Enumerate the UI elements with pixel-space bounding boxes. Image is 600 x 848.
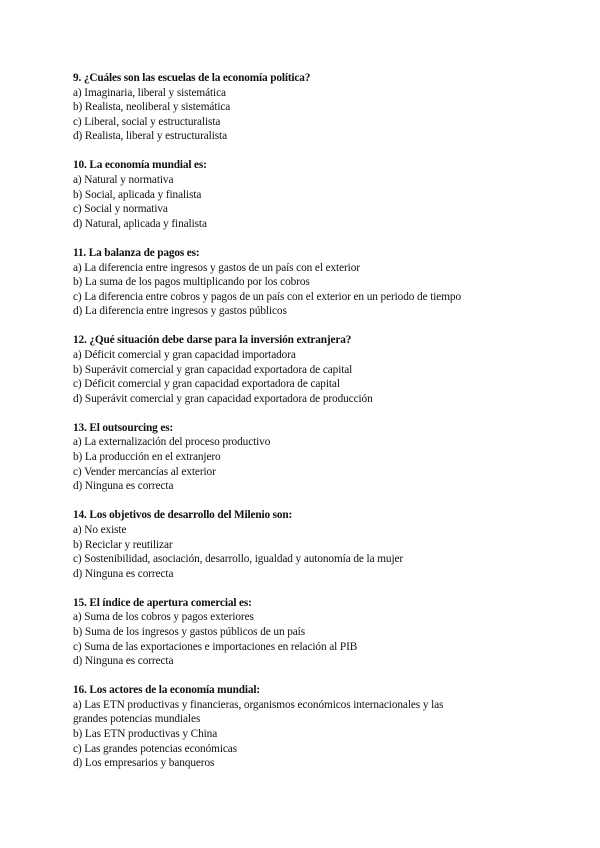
answer-option-b: b) Superávit comercial y gran capacidad exportadora de capital	[73, 363, 353, 376]
answer-option-c: c) Déficit comercial y gran capacidad exportadora de capital	[73, 378, 340, 391]
answer-option-c: c) Sostenibilidad, asociación, desarrollo, igualdad y autonomía de la mujer	[73, 553, 404, 566]
answer-option-b: b) La suma de los pagos multiplicando por los cobros	[73, 276, 310, 289]
answer-option-c: c) Las grandes potencias económicas	[73, 742, 238, 755]
answer-option-d: d) Realista, liberal y estructuralista	[73, 130, 227, 143]
answer-option-d: d) Natural, aplicada y finalista	[73, 217, 207, 230]
answer-option-d: d) Superávit comercial y gran capacidad exportadora de producción	[73, 392, 373, 405]
answer-option-a: a) Las ETN productivas y financieras, organismos económicos internacionales y las grandes potencias mundiales	[73, 698, 444, 726]
question-9	[73, 71, 553, 144]
answer-option-a: a) Imaginaria, liberal y sistemática	[73, 86, 226, 99]
question-title: 10. La economía mundial es:	[73, 159, 207, 172]
question-10	[73, 158, 553, 231]
question-title: 12. ¿Qué situación debe darse para la inversión extranjera?	[73, 334, 352, 347]
question-title: 16. Los actores de la economía mundial:	[73, 684, 260, 697]
answer-option-c: c) Liberal, social y estructuralista	[73, 115, 221, 128]
question-14	[73, 508, 553, 581]
question-16	[73, 683, 553, 771]
answer-option-a: a) La externalización del proceso productivo	[73, 436, 271, 449]
question-title: 15. El índice de apertura comercial es:	[73, 596, 252, 609]
question-11	[73, 246, 553, 319]
answer-option-b: b) La producción en el extranjero	[73, 451, 221, 464]
answer-option-a: a) Natural y normativa	[73, 174, 174, 187]
answer-option-d: d) Ninguna es correcta	[73, 655, 174, 668]
answer-option-b: b) Realista, neoliberal y sistemática	[73, 101, 231, 114]
answer-option-d: d) Ninguna es correcta	[73, 567, 174, 580]
question-12	[73, 333, 553, 406]
answer-option-a: a) Suma de los cobros y pagos exteriores	[73, 611, 254, 624]
answer-option-c: c) Social y normativa	[73, 203, 168, 216]
question-title: 9. ¿Cuáles son las escuelas de la economía política?	[73, 72, 311, 84]
document-page	[73, 71, 553, 785]
answer-option-b: b) Las ETN productivas y China	[73, 728, 218, 741]
question-title: 11. La balanza de pagos es:	[73, 246, 200, 259]
question-title: 13. El outsourcing es:	[73, 421, 174, 434]
answer-option-a: a) La diferencia entre ingresos y gastos de un país con el exterior	[73, 261, 360, 274]
answer-option-b: b) Reciclar y reutilizar	[73, 538, 173, 551]
question-title: 14. Los objetivos de desarrollo del Milenio son:	[73, 509, 293, 522]
question-15	[73, 596, 553, 669]
answer-option-b: b) Social, aplicada y finalista	[73, 188, 202, 201]
answer-option-a: a) No existe	[73, 523, 127, 536]
answer-option-d: d) Ninguna es correcta	[73, 480, 174, 493]
answer-option-c: c) Suma de las exportaciones e importaciones en relación al PIB	[73, 640, 358, 653]
answer-option-d: d) La diferencia entre ingresos y gastos públicos	[73, 305, 287, 318]
question-13	[73, 421, 553, 494]
answer-option-c: c) La diferencia entre cobros y pagos de un país con el exterior en un periodo de tiempo	[73, 290, 462, 303]
answer-option-a: a) Déficit comercial y gran capacidad importadora	[73, 349, 296, 361]
answer-option-c: c) Vender mercancías al exterior	[73, 465, 216, 478]
answer-option-d: d) Los empresarios y banqueros	[73, 757, 215, 770]
answer-option-b: b) Suma de los ingresos y gastos públicos de un país	[73, 626, 306, 638]
